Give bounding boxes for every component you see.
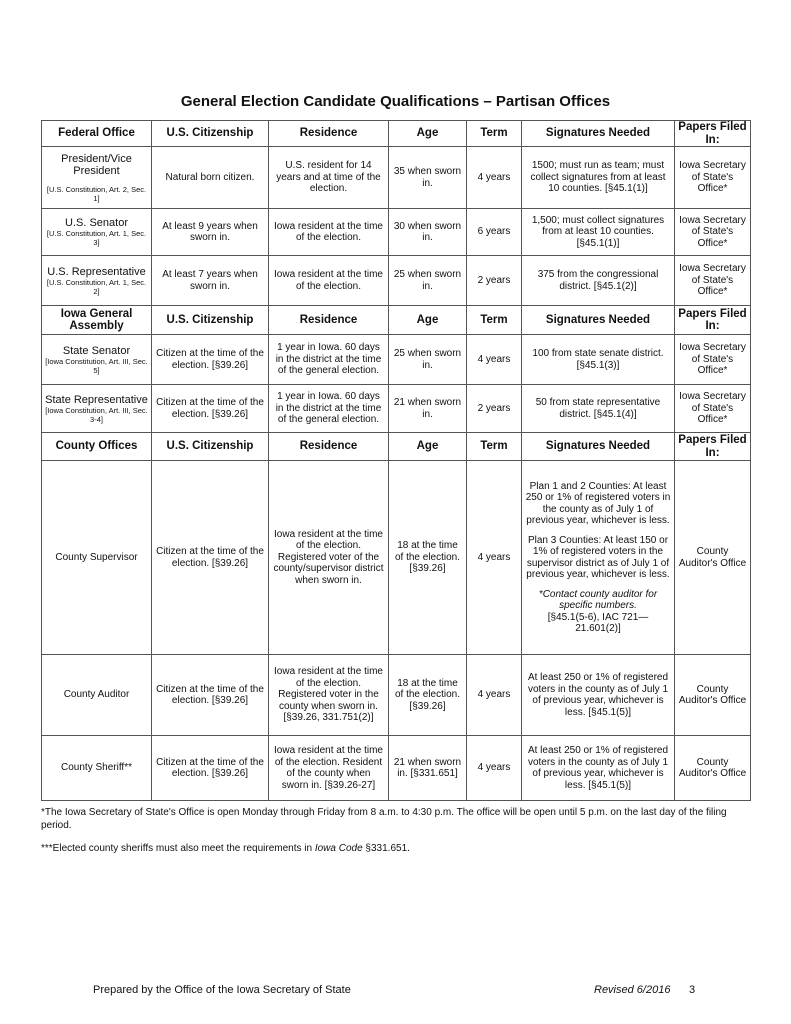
age-cell: 25 when sworn in. bbox=[389, 335, 467, 385]
table-header-row bbox=[42, 433, 751, 461]
table-row bbox=[42, 256, 751, 306]
header-papers-filed: Papers Filed In: bbox=[675, 121, 751, 147]
header-papers-filed: Papers Filed In: bbox=[675, 306, 751, 335]
table-row bbox=[42, 736, 751, 801]
header-age: Age bbox=[389, 306, 467, 335]
footnote-sheriff-requirements bbox=[41, 842, 741, 855]
table-row bbox=[42, 147, 751, 209]
signatures-cell: 1500; must run as team; must collect signatures from at least 10 counties. [§45.1(1)] bbox=[522, 147, 675, 209]
term-cell: 4 years bbox=[467, 736, 522, 801]
footnote-sheriff-prefix: ***Elected county sheriffs must also meet the requirements in bbox=[41, 843, 315, 854]
signatures-cell: At least 250 or 1% of registered voters in the county as of July 1 of previous year, whichever is less. [§45.1(5)] bbox=[522, 655, 675, 736]
office-cell: County Sheriff** bbox=[42, 736, 152, 801]
term-cell: 4 years bbox=[467, 335, 522, 385]
term-cell: 4 years bbox=[467, 655, 522, 736]
signatures-plan-1-2: Plan 1 and 2 Counties: At least 250 or 1% of registered voters in the county as of July 1 of previous year, whichever is less. bbox=[525, 480, 671, 526]
signatures-plan-3: Plan 3 Counties: At least 150 or 1% of registered voters in the supervisor district as of July 1 of previous year, whichever is less. bbox=[526, 534, 670, 580]
citizenship-cell: At least 7 years when sworn in. bbox=[152, 256, 269, 306]
age-cell: 21 when sworn in. bbox=[389, 385, 467, 433]
residence-cell: Iowa resident at the time of the election. bbox=[269, 209, 389, 256]
age-cell: 30 when sworn in. bbox=[389, 209, 467, 256]
office-name: State Representative bbox=[45, 393, 148, 406]
table-row bbox=[42, 335, 751, 385]
footer-revised-date: Revised 6/2016 bbox=[594, 984, 671, 996]
office-cell: County Auditor bbox=[42, 655, 152, 736]
header-term: Term bbox=[467, 121, 522, 147]
footnote-office-hours: *The Iowa Secretary of State's Office is open Monday through Friday from 8 a.m. to 4:30 p.m. The office will be open until 5 p.m. on the last day of the filing period. bbox=[41, 807, 727, 831]
signatures-cell: 1,500; must collect signatures from at least 10 counties. [§45.1(1)] bbox=[522, 209, 675, 256]
papers-cell: Iowa Secretary of State's Office* bbox=[675, 209, 751, 256]
citizenship-cell: Citizen at the time of the election. [§39.26] bbox=[152, 385, 269, 433]
papers-cell: County Auditor's Office bbox=[675, 736, 751, 801]
office-cell bbox=[42, 385, 152, 433]
footnote-iowa-code: Iowa Code bbox=[314, 843, 363, 854]
term-cell: 2 years bbox=[467, 256, 522, 306]
header-residence: Residence bbox=[269, 306, 389, 335]
page-number: 3 bbox=[689, 984, 696, 996]
office-cell bbox=[42, 147, 152, 209]
footnote-sheriff-suffix: §331.651. bbox=[362, 843, 410, 854]
signatures-cell: 50 from state representative district. [§45.1(4)] bbox=[522, 385, 675, 433]
header-residence: Residence bbox=[269, 121, 389, 147]
office-cell bbox=[42, 256, 152, 306]
header-office-category: Federal Office bbox=[42, 121, 152, 147]
office-cell bbox=[42, 335, 152, 385]
header-signatures: Signatures Needed bbox=[522, 121, 675, 147]
age-cell: 25 when sworn in. bbox=[389, 256, 467, 306]
header-citizenship: U.S. Citizenship bbox=[152, 433, 269, 461]
citizenship-cell: At least 9 years when sworn in. bbox=[152, 209, 269, 256]
residence-cell: Iowa resident at the time of the election. bbox=[269, 256, 389, 306]
document-title: General Election Candidate Qualifications – Partisan Offices bbox=[180, 93, 611, 110]
citizenship-cell: Citizen at the time of the election. [§39.26] bbox=[152, 335, 269, 385]
header-term: Term bbox=[467, 306, 522, 335]
table-header-row bbox=[42, 121, 751, 147]
header-signatures: Signatures Needed bbox=[522, 433, 675, 461]
header-signatures: Signatures Needed bbox=[522, 306, 675, 335]
table-header-row bbox=[42, 306, 751, 335]
office-name: State Senator bbox=[62, 344, 131, 357]
term-cell: 4 years bbox=[467, 147, 522, 209]
age-cell: 18 at the time of the election. [§39.26] bbox=[389, 655, 467, 736]
citizenship-cell: Citizen at the time of the election. [§39.26] bbox=[152, 736, 269, 801]
term-cell: 4 years bbox=[467, 461, 522, 655]
age-cell: 18 at the time of the election. [§39.26] bbox=[389, 461, 467, 655]
papers-cell: Iowa Secretary of State's Office* bbox=[675, 147, 751, 209]
table-row bbox=[42, 209, 751, 256]
citizenship-cell: Citizen at the time of the election. [§39.26] bbox=[152, 655, 269, 736]
term-cell: 6 years bbox=[467, 209, 522, 256]
header-citizenship: U.S. Citizenship bbox=[152, 306, 269, 335]
office-name: U.S. Senator bbox=[65, 217, 128, 229]
office-reference: [U.S. Constitution, Art. 2, Sec. 1] bbox=[46, 184, 147, 203]
signatures-cell: At least 250 or 1% of registered voters in the county as of July 1 of previous year, whichever is less. [§45.1(5)] bbox=[522, 736, 675, 801]
residence-cell: Iowa resident at the time of the election. Registered voter in the county when sworn in. [§39.26, 331.751(2)] bbox=[269, 655, 389, 736]
footer-prepared-by: Prepared by the Office of the Iowa Secretary of State bbox=[93, 984, 351, 996]
papers-cell: County Auditor's Office bbox=[675, 655, 751, 736]
header-office-category: County Offices bbox=[42, 433, 152, 461]
age-cell: 21 when sworn in. [§331.651] bbox=[389, 736, 467, 801]
office-name: President/Vice President bbox=[61, 152, 132, 177]
citizenship-cell: Citizen at the time of the election. [§39.26] bbox=[152, 461, 269, 655]
office-reference: [U.S. Constitution, Art. 1, Sec. 3] bbox=[46, 229, 147, 247]
header-term: Term bbox=[467, 433, 522, 461]
header-age: Age bbox=[389, 121, 467, 147]
age-cell: 35 when sworn in. bbox=[389, 147, 467, 209]
office-reference: [Iowa Constitution, Art. III, Sec. 5] bbox=[45, 356, 148, 375]
residence-cell: U.S. resident for 14 years and at time of the election. bbox=[269, 147, 389, 209]
papers-cell: Iowa Secretary of State's Office* bbox=[675, 385, 751, 433]
residence-cell: Iowa resident at the time of the election. Resident of the county when sworn in. [§39.26-27] bbox=[269, 736, 389, 801]
signatures-cell: 375 from the congressional district. [§45.1(2)] bbox=[522, 256, 675, 306]
header-age: Age bbox=[389, 433, 467, 461]
header-citizenship: U.S. Citizenship bbox=[152, 121, 269, 147]
residence-cell: Iowa resident at the time of the election. Registered voter of the county/supervisor district when sworn in. bbox=[269, 461, 389, 655]
papers-cell: Iowa Secretary of State's Office* bbox=[675, 335, 751, 385]
residence-cell: 1 year in Iowa. 60 days in the district at the time of the general election. bbox=[269, 385, 389, 433]
office-cell bbox=[42, 209, 152, 256]
citizenship-cell: Natural born citizen. bbox=[152, 147, 269, 209]
term-cell: 2 years bbox=[467, 385, 522, 433]
qualifications-table bbox=[41, 120, 751, 801]
papers-cell: Iowa Secretary of State's Office* bbox=[675, 256, 751, 306]
signatures-reference: [§45.1(5-6), IAC 721—21.601(2)] bbox=[547, 611, 649, 634]
table-row bbox=[42, 461, 751, 655]
office-reference: [U.S. Constitution, Art. 1, Sec. 2] bbox=[46, 277, 147, 296]
header-residence: Residence bbox=[269, 433, 389, 461]
table-row bbox=[42, 385, 751, 433]
office-name: U.S. Representative bbox=[47, 265, 146, 278]
residence-cell: 1 year in Iowa. 60 days in the district at the time of the general election. bbox=[269, 335, 389, 385]
office-reference: [Iowa Constitution, Art. III, Sec. 3-4] bbox=[45, 405, 148, 424]
signatures-contact-note: *Contact county auditor for specific numbers. bbox=[538, 588, 658, 611]
office-name: County Supervisor bbox=[55, 551, 138, 563]
header-papers-filed: Papers Filed In: bbox=[675, 433, 751, 461]
header-office-category: Iowa General Assembly bbox=[42, 306, 152, 335]
signatures-cell bbox=[522, 461, 675, 655]
papers-cell: County Auditor's Office bbox=[675, 461, 751, 655]
office-cell bbox=[42, 461, 152, 655]
table-row bbox=[42, 655, 751, 736]
signatures-cell: 100 from state senate district. [§45.1(3)] bbox=[522, 335, 675, 385]
